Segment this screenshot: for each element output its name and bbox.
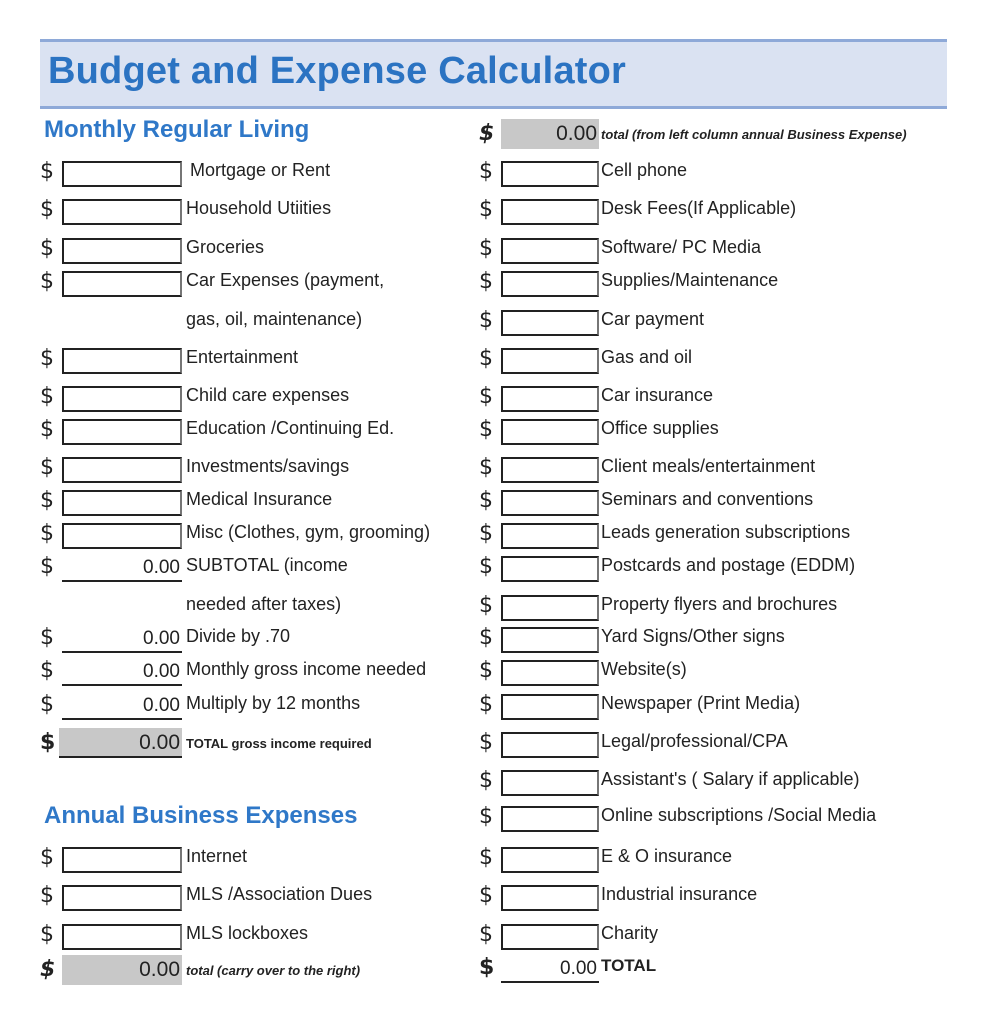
label-newspaper: Newspaper (Print Media) [601, 693, 801, 713]
label-carried-total: total (from left column annual Business Expense) [601, 127, 907, 142]
label-mls-lockboxes: MLS lockboxes [186, 923, 309, 943]
industrial-insurance-input[interactable] [501, 885, 599, 911]
dollar-sign: $ [479, 883, 493, 908]
dollar-sign: $ [40, 922, 54, 947]
gas-oil-input[interactable] [501, 348, 599, 374]
dollar-sign: $ [479, 768, 493, 793]
label-assistant: Assistant's ( Salary if applicable) [601, 769, 860, 789]
label-legal: Legal/professional/CPA [601, 731, 788, 751]
monthly-gross-value: 0.00 [62, 660, 182, 686]
office-supplies-input[interactable] [501, 419, 599, 445]
postcards-input[interactable] [501, 556, 599, 582]
label-subtotal: SUBTOTAL (income [186, 555, 348, 575]
dollar-sign: $ [479, 121, 495, 146]
label-seminars: Seminars and conventions [601, 489, 814, 509]
label-software: Software/ PC Media [601, 237, 762, 257]
header-band [40, 39, 947, 109]
label-online-subscriptions: Online subscriptions /Social Media [601, 805, 877, 825]
charity-input[interactable] [501, 924, 599, 950]
mls-lockboxes-input[interactable] [62, 924, 182, 950]
label-leads-generation: Leads generation subscriptions [601, 522, 851, 542]
online-subscriptions-input[interactable] [501, 806, 599, 832]
dollar-sign: $ [479, 417, 493, 442]
dollar-sign: $ [479, 488, 493, 513]
label-supplies-maintenance: Supplies/Maintenance [601, 270, 779, 290]
label-postcards: Postcards and postage (EDDM) [601, 555, 856, 575]
dollar-sign: $ [40, 488, 54, 513]
client-meals-input[interactable] [501, 457, 599, 483]
label-cell-phone: Cell phone [601, 160, 688, 180]
car-payment-input[interactable] [501, 310, 599, 336]
dollar-sign: $ [479, 658, 493, 683]
label-annual-total: total (carry over to the right) [186, 963, 361, 978]
grand-total-value: 0.00 [501, 957, 599, 983]
dollar-sign: $ [40, 417, 54, 442]
dollar-sign: $ [479, 455, 493, 480]
supplies-maintenance-input[interactable] [501, 271, 599, 297]
label-grand-total: TOTAL [601, 956, 657, 975]
dollar-sign: $ [40, 845, 54, 870]
dollar-sign: $ [40, 883, 54, 908]
label-websites: Website(s) [601, 659, 687, 679]
leads-generation-input[interactable] [501, 523, 599, 549]
dollar-sign: $ [479, 845, 493, 870]
label-subtotal-cont: needed after taxes) [186, 594, 342, 614]
label-client-meals: Client meals/entertainment [601, 456, 816, 476]
dollar-sign: $ [40, 730, 56, 755]
label-desk-fees: Desk Fees(If Applicable) [601, 198, 797, 218]
dollar-sign: $ [40, 554, 54, 579]
label-multiply: Multiply by 12 months [186, 693, 361, 713]
dollar-sign: $ [40, 159, 54, 184]
label-car-expenses: Car Expenses (payment, [186, 270, 385, 290]
dollar-sign: $ [479, 922, 493, 947]
dollar-sign: $ [479, 554, 493, 579]
property-flyers-input[interactable] [501, 595, 599, 621]
label-mls-dues: MLS /Association Dues [186, 884, 373, 904]
dollar-sign: $ [479, 593, 493, 618]
dollar-sign: $ [40, 957, 56, 982]
label-misc: Misc (Clothes, gym, grooming) [186, 522, 431, 542]
label-office-supplies: Office supplies [601, 418, 719, 438]
dollar-sign: $ [479, 625, 493, 650]
label-car-payment: Car payment [601, 309, 705, 329]
dollar-sign: $ [479, 730, 493, 755]
subtotal-value: 0.00 [62, 556, 182, 582]
yard-signs-input[interactable] [501, 627, 599, 653]
child-care-input[interactable] [62, 386, 182, 412]
entertainment-input[interactable] [62, 348, 182, 374]
label-total-gross: TOTAL gross income required [186, 736, 372, 751]
car-insurance-input[interactable] [501, 386, 599, 412]
page-title: Budget and Expense Calculator [48, 50, 627, 92]
dollar-sign: $ [479, 197, 493, 222]
seminars-input[interactable] [501, 490, 599, 516]
annual-total-value: 0.00 [62, 955, 182, 985]
label-groceries: Groceries [186, 237, 265, 257]
medical-insurance-input[interactable] [62, 490, 182, 516]
carried-total-value: 0.00 [501, 119, 599, 149]
label-entertainment: Entertainment [186, 347, 299, 367]
label-industrial-insurance: Industrial insurance [601, 884, 758, 904]
dollar-sign: $ [479, 308, 493, 333]
dollar-sign: $ [479, 159, 493, 184]
internet-input[interactable] [62, 847, 182, 873]
dollar-sign: $ [479, 236, 493, 261]
label-internet: Internet [186, 846, 248, 866]
dollar-sign: $ [479, 804, 493, 829]
websites-input[interactable] [501, 660, 599, 686]
label-education: Education /Continuing Ed. [186, 418, 395, 438]
section-title-annual: Annual Business Expenses [44, 802, 358, 829]
label-investments: Investments/savings [186, 456, 350, 476]
dollar-sign: $ [40, 236, 54, 261]
dollar-sign: $ [40, 197, 54, 222]
label-medical-insurance: Medical Insurance [186, 489, 333, 509]
dollar-sign: $ [479, 955, 495, 980]
label-eo-insurance: E & O insurance [601, 846, 733, 866]
dollar-sign: $ [40, 269, 54, 294]
assistant-input[interactable] [501, 770, 599, 796]
dollar-sign: $ [40, 521, 54, 546]
label-yard-signs: Yard Signs/Other signs [601, 626, 785, 646]
label-car-insurance: Car insurance [601, 385, 714, 405]
investments-input[interactable] [62, 457, 182, 483]
car-expenses-input[interactable] [62, 271, 182, 297]
eo-insurance-input[interactable] [501, 847, 599, 873]
dollar-sign: $ [479, 692, 493, 717]
dollar-sign: $ [479, 521, 493, 546]
utilities-input[interactable] [62, 199, 182, 225]
label-child-care: Child care expenses [186, 385, 350, 405]
total-gross-value: 0.00 [59, 728, 182, 758]
label-charity: Charity [601, 923, 659, 943]
label-gas-oil: Gas and oil [601, 347, 693, 367]
label-car-expenses-cont: gas, oil, maintenance) [186, 309, 363, 329]
groceries-input[interactable] [62, 238, 182, 264]
cell-phone-input[interactable] [501, 161, 599, 187]
label-mortgage: Mortgage or Rent [190, 160, 331, 180]
label-utilities: Household Utiities [186, 198, 332, 218]
divide-value: 0.00 [62, 627, 182, 653]
newspaper-input[interactable] [501, 694, 599, 720]
dollar-sign: $ [479, 346, 493, 371]
dollar-sign: $ [40, 455, 54, 480]
multiply-value: 0.00 [62, 694, 182, 720]
legal-input[interactable] [501, 732, 599, 758]
dollar-sign: $ [40, 346, 54, 371]
dollar-sign: $ [479, 384, 493, 409]
software-input[interactable] [501, 238, 599, 264]
dollar-sign: $ [40, 658, 54, 683]
mortgage-input[interactable] [62, 161, 182, 187]
dollar-sign: $ [40, 692, 54, 717]
dollar-sign: $ [479, 269, 493, 294]
section-title-monthly: Monthly Regular Living [44, 116, 310, 143]
label-monthly-gross: Monthly gross income needed [186, 659, 427, 679]
mls-dues-input[interactable] [62, 885, 182, 911]
misc-input[interactable] [62, 523, 182, 549]
desk-fees-input[interactable] [501, 199, 599, 225]
label-property-flyers: Property flyers and brochures [601, 594, 838, 614]
label-divide: Divide by .70 [186, 626, 291, 646]
education-input[interactable] [62, 419, 182, 445]
dollar-sign: $ [40, 625, 54, 650]
dollar-sign: $ [40, 384, 54, 409]
